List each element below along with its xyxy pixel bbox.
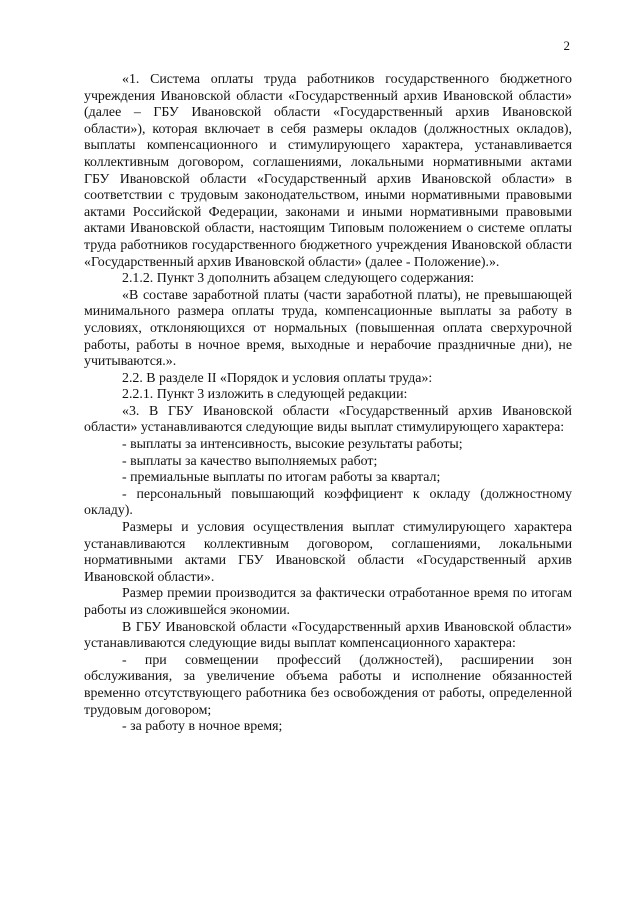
document-body (84, 72, 572, 736)
paragraph-system-of-pay: «1. Система оплаты труда работников государственного бюджетного учреждения Ивановской области «Государственный архив Ивановской области» (далее – ГБУ Ивановской области «Государственный архив Ивановской области»), которая включает в себя размеры окладов (должностных окладов), выплаты компенсационного и стимулирующего характера, устанавливается коллективным договором, соглашениями, локальными нормативными актами ГБУ Ивановской области «Государственный архив Ивановской области» в соответствии с трудовым законодательством, иными нормативными правовыми актами Российской Федерации, законами и иными нормативными правовыми актами Ивановской области, настоящим Типовым положением о системе оплаты труда работников государственного бюджетного учреждения Ивановской области «Государственный архив Ивановской области» (далее - Положение).». (84, 72, 572, 270)
list-item-night-work: - за работу в ночное время; (122, 719, 283, 735)
paragraph-2-2: 2.2. В разделе II «Порядок и условия оплаты труда»: (122, 370, 433, 386)
list-item-personal-coefficient: - персональный повышающий коэффициент к окладу (должностному окладу). (84, 486, 572, 519)
paragraph-bonus-size: Размер премии производится за фактически отработанное время по итогам работы из сложившейся экономии. (84, 586, 572, 618)
page-number: 2 (563, 38, 570, 53)
paragraph-2-2-1: 2.2.1. Пункт 3 изложить в следующей редакции: (122, 387, 408, 403)
list-item-quarterly-bonus: - премиальные выплаты по итогам работы за квартал; (122, 470, 441, 486)
paragraph-compensation-types: В ГБУ Ивановской области «Государственный архив Ивановской области» устанавливаются следующие виды выплат компенсационного характера: (84, 619, 572, 652)
list-item-quality: - выплаты за качество выполняемых работ; (122, 453, 378, 469)
list-item-intensity: - выплаты за интенсивность, высокие результаты работы; (122, 437, 463, 453)
paragraph-incentive-conditions: Размеры и условия осуществления выплат стимулирующего характера устанавливаются коллективным договором, соглашениями, локальными нормативными актами ГБУ Ивановской области «Государственный архив Ивановской области». (84, 520, 572, 585)
paragraph-incentive-types: «3. В ГБУ Ивановской области «Государственный архив Ивановской области» устанавливаются следующие виды выплат стимулирующего характера: (84, 403, 572, 436)
paragraph-2-1-2: 2.1.2. Пункт 3 дополнить абзацем следующего содержания: (122, 271, 475, 287)
paragraph-minimum-wage: «В составе заработной платы (части заработной платы), не превышающей минимального размера оплаты труда, компенсационные выплаты за работу в условиях, отклоняющихся от нормальных (повышенная оплата сверхурочной работы, работы в ночное время, выходные и нерабочие праздничные дни), не учитываются.». (84, 287, 572, 370)
list-item-combining-professions: - при совмещении профессий (должностей), расширении зон обслуживания, за увеличение объема работы и исполнение обязанностей временно отсутствующего работника без освобождения от работы, определенной трудовым договором; (84, 652, 572, 718)
